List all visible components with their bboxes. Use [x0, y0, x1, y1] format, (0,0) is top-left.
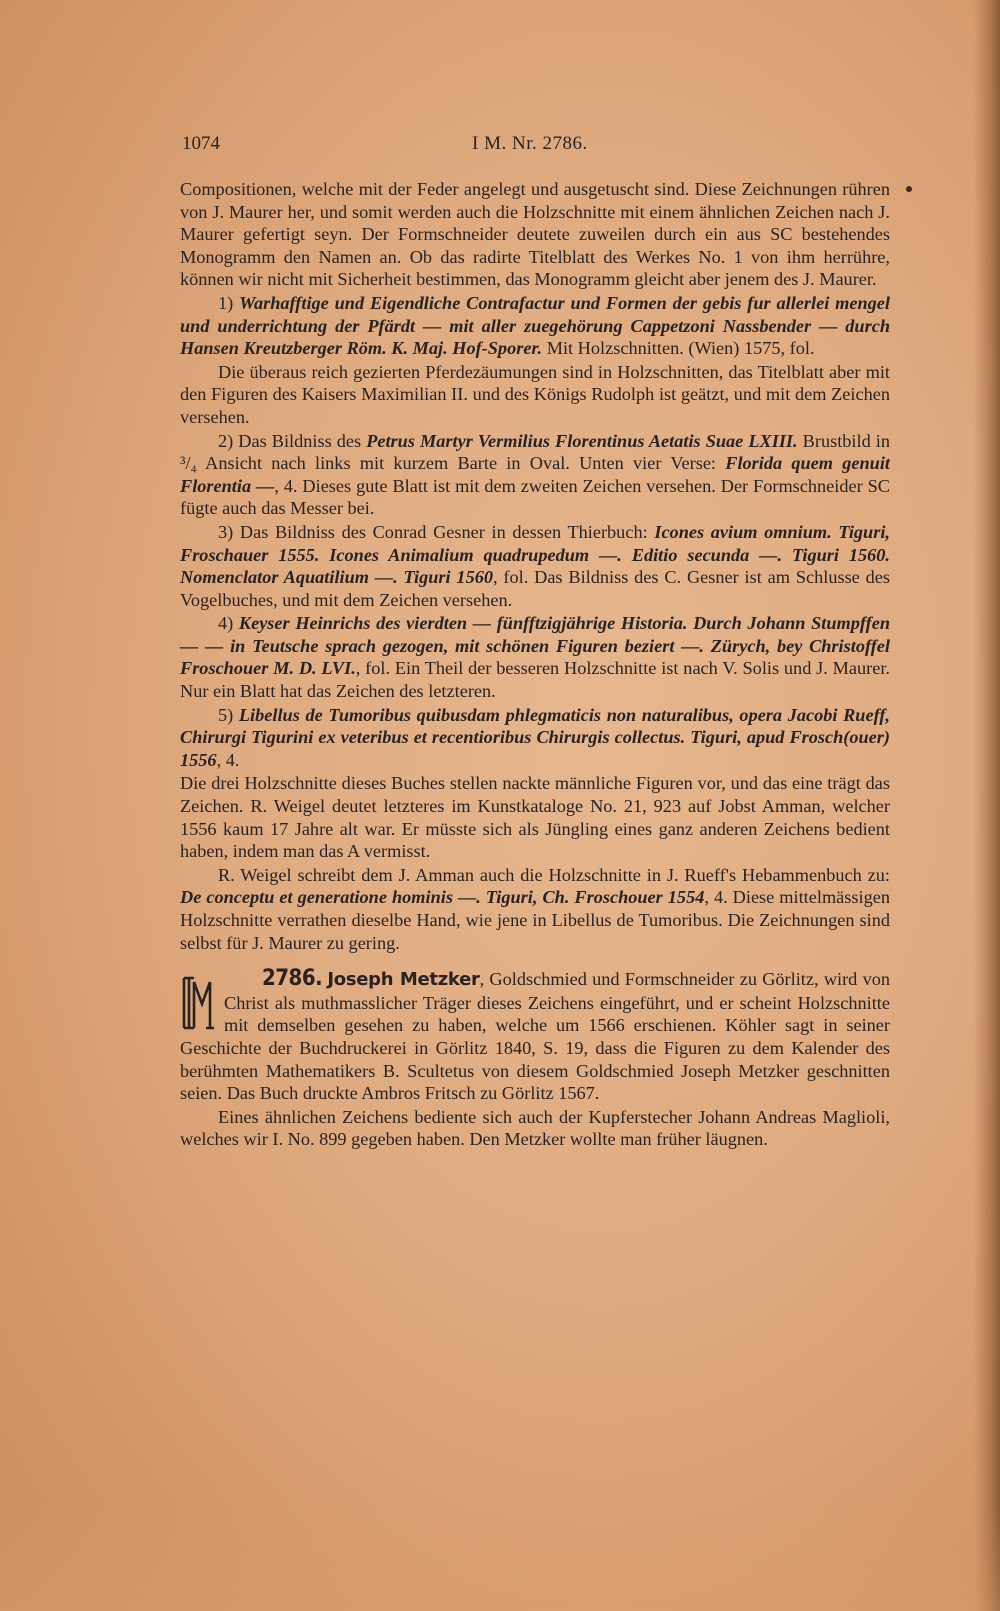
item-detail: Mit Holzschnitten. (Wien) 1575, fol.: [542, 338, 815, 359]
page-number: 1074: [182, 133, 220, 154]
portrait-title: Petrus Martyr Vermilius Florentinus Aetatis Suae LXIII.: [366, 430, 798, 451]
paragraph: Die drei Holzschnitte dieses Buches stellen nackte männliche Figuren vor, und das eine trägt das Zeichen. R. Weigel deutet letzteres im Kunstkataloge No. 21, 923 auf Jobst Amman, welcher 1556 kaum 17 Jahre alt war. Er müsste sich als Jüngling eines ganz anderen Zeichens bedient haben, indem man das A vermisst.: [180, 773, 890, 862]
item-text: R. Weigel schreibt dem J. Amman auch die Holzschnitte in J. Rueff's Hebammenbuch zu:: [218, 864, 890, 885]
item-number: 5): [218, 704, 239, 725]
paragraph-item-2: [180, 430, 890, 520]
item-text: , 4. Dieses gute Blatt ist mit dem zweiten Zeichen versehen. Der Formschneider SC fügte auch das Messer bei.: [180, 475, 890, 519]
running-title: I M. Nr. 2786.: [472, 133, 588, 154]
page-edge-shadow: [974, 0, 1000, 1611]
item-text: , 4. Diese mittelmässigen Holzschnitte verrathen dieselbe Hand, wie jene in Libellus de Tumoribus. Die Zeichnungen sind selbst für J. Maurer zu gering.: [180, 887, 890, 953]
paragraph: Eines ähnlichen Zeichens bediente sich auch der Kupferstecher Johann Andreas Maglioli, welches wir I. No. 899 gegeben haben. Den Metzker wollte man früher läugnen.: [180, 1106, 890, 1150]
paragraph-item-3: [180, 521, 890, 611]
book-title: Icones avium omnium. Tiguri, Froschauer 1555. Icones Animalium quadrupedum —. Editio secunda —. Tiguri 1560. Nomenclator Aquatilium —. Tiguri 1560: [180, 521, 890, 588]
book-title: Warhafftige und Eigendliche Contrafactur und Formen der gebis fur allerlei mengel und underrichtung der Pfärdt — mit aller zuegehörung Cappetzoni Nassbender — durch Hansen Kreutzberger Röm. K. Maj. Hof-Sporer.: [180, 292, 890, 359]
IM-monogram-icon: [180, 974, 216, 1032]
paragraph-item-4: [180, 612, 890, 702]
entry-text: , Goldschmied und Formschneider zu Görlitz, wird von Christ als muthmasslicher Träger dieses Zeichens eingeführt, und er scheint Holzschnitte mit demselben gesehen zu haben, welche um 1566 erschienen. Köhler sagt in seiner Geschichte der Buchdruckerei in Görlitz 1840, S. 19, dass die Figuren zu dem Kalender des berühmten Mathematikers B. Scultetus von diesem Goldschmied Joseph Metzker geschnitten seien. Das Buch druckte Ambros Fritsch zu Görlitz 1567.: [180, 969, 890, 1104]
item-text: 2) Das Bildniss des: [218, 430, 367, 451]
entry-number: 2786.: [262, 966, 323, 992]
running-header: [182, 133, 882, 159]
item-text: , fol. Ein Theil der besseren Holzschnitte ist nach V. Solis und J. Maurer. Nur ein Blatt hat das Zeichen des letzteren.: [180, 658, 890, 702]
paragraph-item-1: [180, 292, 890, 360]
paragraph: Compositionen, welche mit der Feder angelegt und ausgetuscht sind. Diese Zeichnungen rühren von J. Maurer her, und somit werden auch die Holzschnitte mit einem ähnlichen Zeichen nach J. Maurer gefertigt seyn. Der Formschneider deutete zuweilen durch ein aus SC bestehendes Monogramm den Namen an. Ob das radirte Titelblatt des Werkes No. 1 von ihm herrühre, können wir nicht mit Sicherheit bestimmen, das Monogramm gleicht aber jenem des J. Maurer.: [180, 179, 890, 290]
verse-quote: Florida quem genuit Florentia —: [180, 453, 890, 496]
item-number: 1): [218, 292, 240, 313]
item-text: , fol. Das Bildniss des C. Gesner ist am Schlusse des Vogelbuches, und mit dem Zeichen versehen.: [180, 567, 890, 610]
item-text: Brustbild in ³/₄ Ansicht nach links mit kurzem Barte in Oval. Unten vier Verse:: [180, 430, 891, 474]
paragraph: Die überaus reich gezierten Pferdezäumungen sind in Holzschnitten, das Titelblatt aber mit den Figuren des Kaisers Maximilian II. und des Königs Rudolph ist geätzt, und mit dem Zeichen versehen.: [180, 361, 890, 427]
paragraph-item-5: [180, 704, 890, 772]
entry-name: Joseph Metzker: [327, 969, 480, 991]
paragraph: [180, 864, 890, 954]
book-title: Libellus de Tumoribus quibusdam phlegmaticis non naturalibus, opera Jacobi Rueff, Chirurgi Tigurini ex veteribus et recentioribus Chirurgis collectus. Tiguri, apud Frosch(ouer) 1556: [180, 704, 890, 770]
book-title: De conceptu et generatione hominis —. Tiguri, Ch. Froschouer 1554: [180, 887, 705, 908]
book-title: Keyser Heinrichs des vierdten — fünfftzigjährige Historia. Durch Johann Stumpffen — — in Teutsche sprach gezogen, mit schönen Figuren beziert —. Zürych, bey Christoffel Froschouer M. D. LVI.: [180, 613, 890, 679]
item-number: 4): [218, 613, 239, 634]
ink-dot: [906, 186, 912, 192]
body-text: [180, 178, 890, 1151]
item-text: , 4.: [216, 749, 240, 770]
item-text: 3) Das Bildniss des Conrad Gesner in dessen Thierbuch:: [218, 521, 655, 542]
catalog-entry-2786: [180, 968, 890, 1105]
page-bottom-shade: [0, 1501, 1000, 1611]
